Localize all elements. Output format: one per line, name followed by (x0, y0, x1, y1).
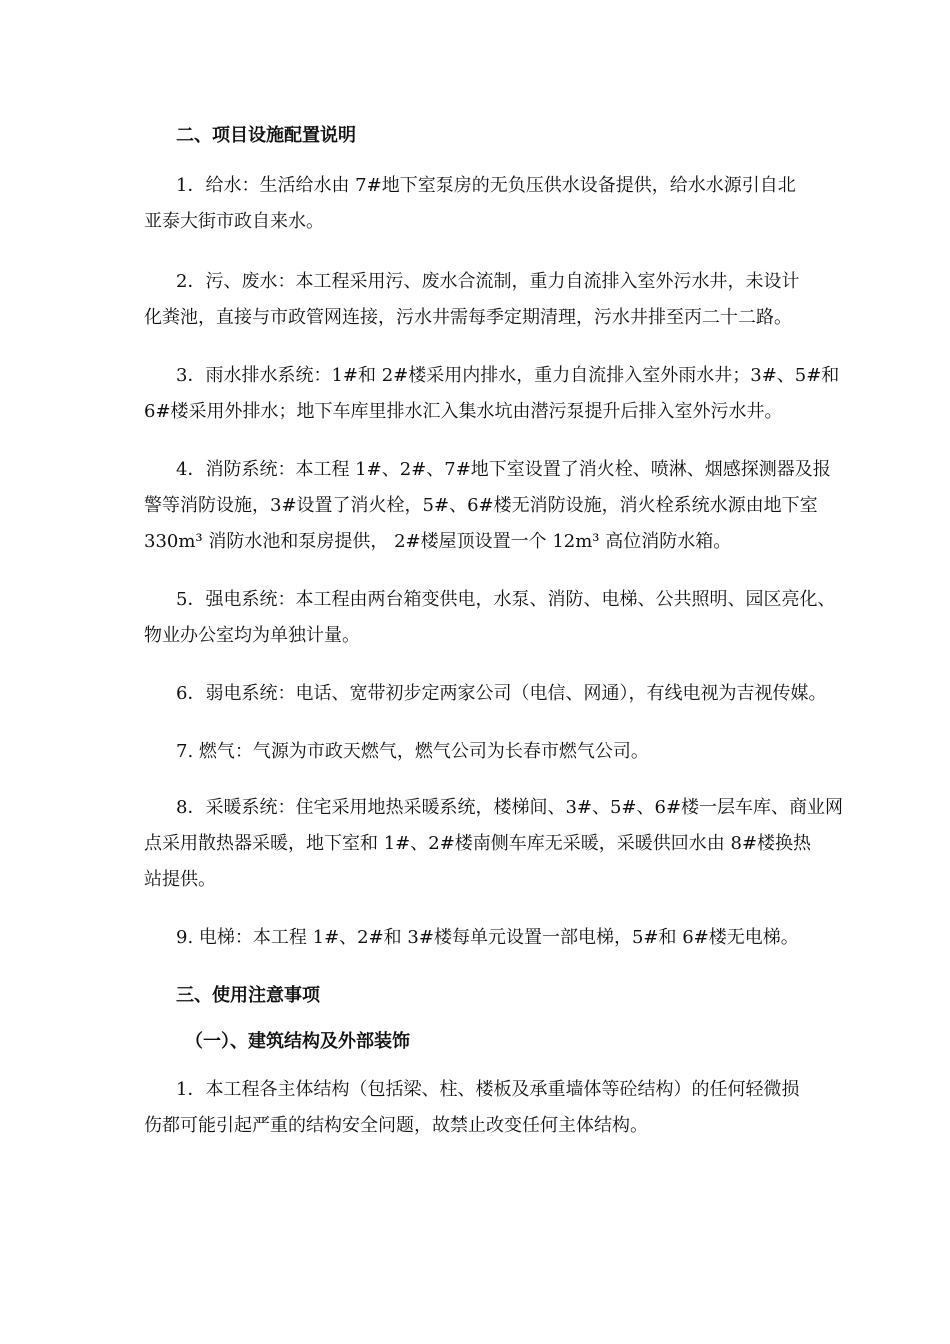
paragraph-sewage (144, 264, 824, 336)
paragraph-line: 亚泰大街市政自来水。 (144, 211, 324, 232)
paragraph-line: 7. 燃气：气源为市政天燃气，燃气公司为长春市燃气公司。 (176, 741, 649, 762)
paragraph-power-system (144, 582, 836, 654)
subsection-heading-structure: （一）、建筑结构及外部装饰 (185, 1031, 410, 1052)
paragraph-structure-warning (144, 1072, 824, 1144)
paragraph-line: 1．本工程各主体结构（包括梁、柱、楼板及承重墙体等砼结构）的任何轻微损 (176, 1079, 800, 1100)
paragraph-line: 6#楼采用外排水；地下车库里排水汇入集水坑由潜污泵提升后排入室外污水井。 (144, 401, 783, 422)
paragraph-water-supply (144, 168, 824, 240)
paragraph-heating (144, 790, 844, 898)
paragraph-line: 9. 电梯：本工程 1#、2#和 3#楼每单元设置一部电梯，5#和 6#楼无电梯。 (176, 927, 799, 948)
paragraph-line: 4．消防系统：本工程 1#、2#、7#地下室设置了消火栓、喷淋、烟感探测器及报 (176, 459, 831, 480)
paragraph-line: 2．污、废水：本工程采用污、废水合流制，重力自流排入室外污水井，未设计 (176, 271, 800, 292)
paragraph-rainwater (144, 358, 840, 430)
paragraph-weak-current (144, 676, 827, 712)
paragraph-line: 点采用散热器采暖，地下室和 1#、2#楼南侧车库无采暖，采暖供回水由 8#楼换热 (144, 833, 812, 854)
paragraph-line: 5．强电系统：本工程由两台箱变供电，水泵、消防、电梯、公共照明、园区亮化、 (176, 589, 836, 610)
section-heading-usage-notes: 三、使用注意事项 (176, 985, 320, 1006)
paragraph-line: 6．弱电系统：电话、宽带初步定两家公司（电信、网通），有线电视为吉视传媒。 (176, 683, 827, 704)
paragraph-line: 站提供。 (144, 869, 216, 890)
paragraph-line: 8．采暖系统：住宅采用地热采暖系统，楼梯间、3#、5#、6#楼一层车库、商业网 (176, 797, 844, 818)
paragraph-line: 3．雨水排水系统：1#和 2#楼采用内排水，重力自流排入室外雨水井；3#、5#和 (176, 365, 840, 386)
paragraph-elevator (144, 920, 824, 956)
paragraph-line: 化粪池，直接与市政管网连接，污水井需每季定期清理，污水井排至丙二十二路。 (144, 307, 792, 328)
paragraph-line: 1．给水：生活给水由 7#地下室泵房的无负压供水设备提供，给水水源引自北 (176, 175, 796, 196)
paragraph-line: 伤都可能引起严重的结构安全问题，故禁止改变任何主体结构。 (144, 1115, 648, 1136)
paragraph-fire-protection (144, 452, 831, 560)
paragraph-line: 警等消防设施，3#设置了消火栓，5#、6#楼无消防设施，消火栓系统水源由地下室 (144, 495, 818, 516)
paragraph-line: 330m³ 消防水池和泵房提供， 2#楼屋顶设置一个 12m³ 高位消防水箱。 (144, 531, 732, 552)
paragraph-line: 物业办公室均为单独计量。 (144, 625, 360, 646)
section-heading-facilities: 二、项目设施配置说明 (176, 125, 356, 146)
paragraph-gas (144, 734, 824, 770)
